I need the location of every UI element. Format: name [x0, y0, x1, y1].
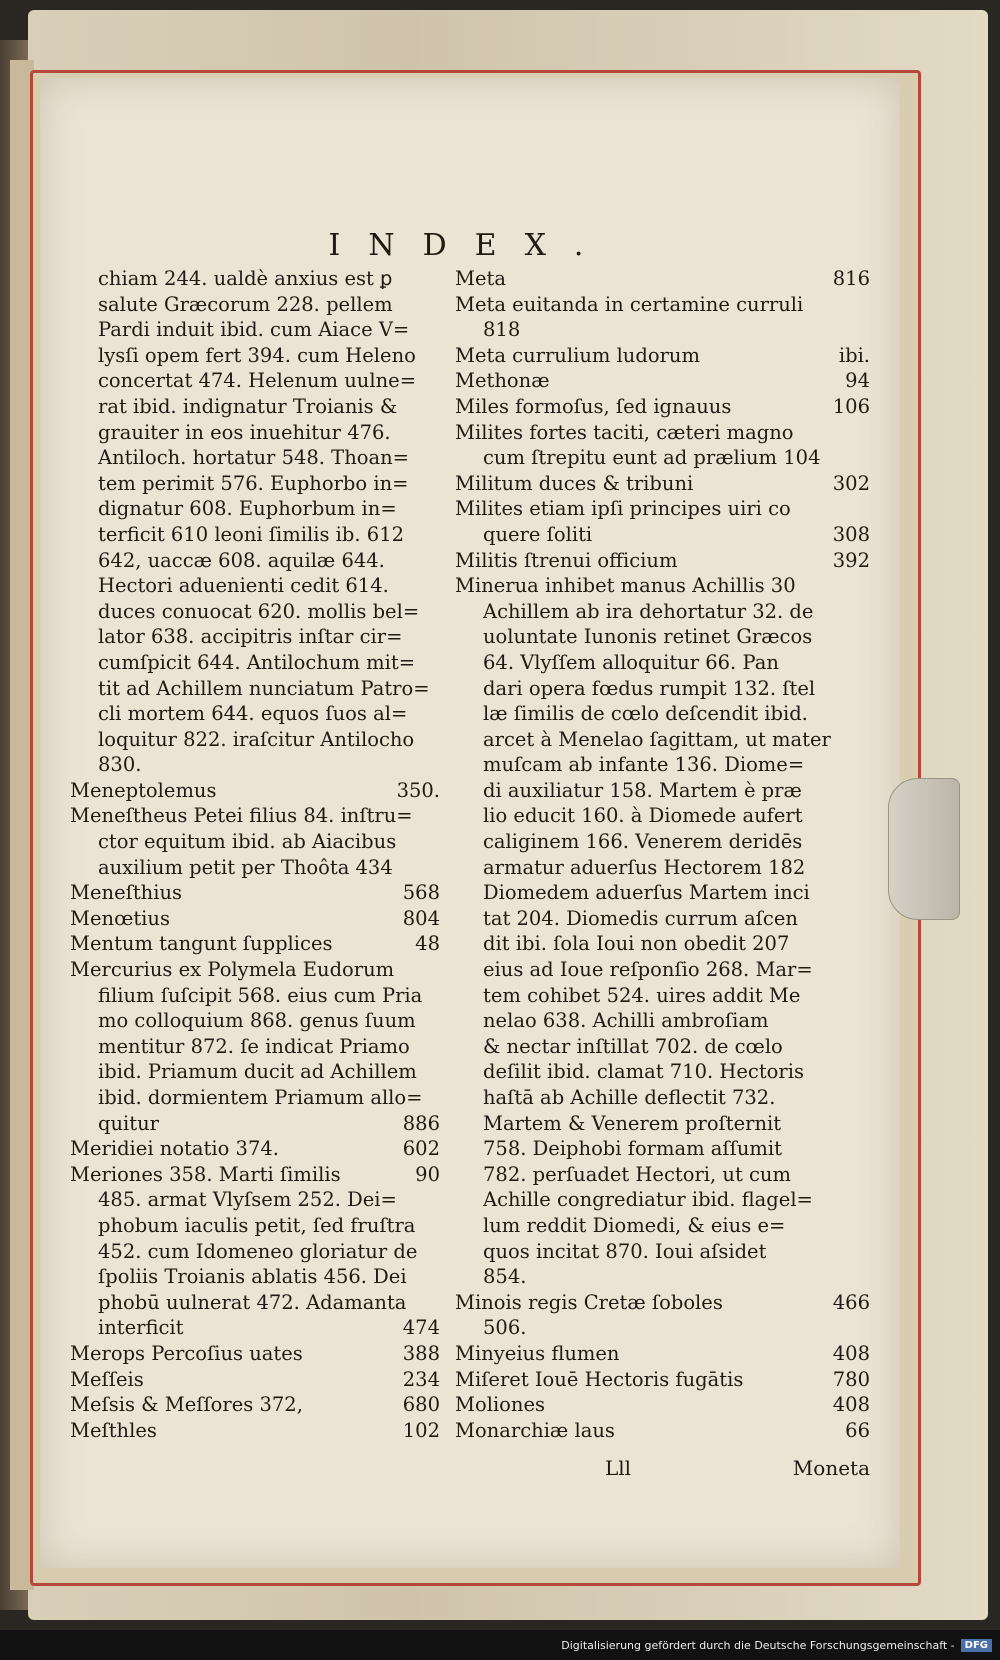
entry-text: armatur aduerſus Hectorem 182 [483, 855, 806, 879]
entry-page-number: 102 [402, 1418, 440, 1442]
index-entry [70, 1341, 440, 1367]
entry-page-number [862, 855, 870, 881]
entry-text: Hectori aduenienti cedit 614. [98, 574, 389, 598]
entry-text: tem cohibet 524. uires addit Me [483, 983, 801, 1007]
index-entry [455, 778, 870, 804]
entry-page-number [432, 420, 440, 446]
index-entry [70, 650, 440, 676]
entry-text: arcet à Menelao ſagittam, ut mater [483, 727, 831, 751]
index-entry [455, 266, 870, 292]
entry-page-number: 886 [402, 1111, 440, 1135]
entry-text: 485. armat Vlyſsem 252. Dei= [98, 1188, 397, 1212]
credit-bar [0, 1630, 1000, 1660]
index-entry [70, 599, 440, 625]
index-entry [455, 1136, 870, 1162]
entry-page-number: 388 [402, 1341, 440, 1365]
entry-text: Meta [455, 267, 506, 290]
entry-page-number [862, 1187, 870, 1213]
entry-text: Miſeret Iouē Hectoris fugātis [455, 1367, 744, 1391]
entry-text: Monarchiæ laus [455, 1418, 615, 1442]
index-entry [455, 1111, 870, 1137]
entry-page-number [862, 983, 870, 1009]
index-entry [70, 1264, 440, 1290]
entry-text: ſpoliis Troianis ablatis 456. Dei [98, 1265, 407, 1289]
index-entry [70, 445, 440, 471]
entry-page-number [862, 445, 870, 471]
entry-text: lysſi opem fert 394. cum Heleno [98, 343, 416, 367]
entry-page-number [862, 931, 870, 957]
index-entry [70, 1213, 440, 1239]
entry-text: 64. Vlyſſem alloquitur 66. Pan [483, 650, 779, 674]
entry-page-number [862, 1034, 870, 1060]
index-entry [70, 676, 440, 702]
index-entry [455, 624, 870, 650]
index-entry [70, 368, 440, 394]
entry-page-number: 408 [832, 1393, 870, 1417]
index-entry [455, 1341, 870, 1367]
entry-text: mentitur 872. ſe indicat Priamo [98, 1034, 410, 1058]
entry-text: duces conuocat 620. mollis bel= [98, 599, 420, 623]
entry-text: interficit [98, 1316, 184, 1340]
index-entry [455, 420, 870, 446]
index-entry [70, 394, 440, 420]
entry-page-number [862, 496, 870, 522]
index-entry [455, 829, 870, 855]
entry-page-number [432, 1008, 440, 1034]
index-entry [455, 1034, 870, 1060]
index-entry [70, 957, 440, 983]
entry-text: filium ſuſcipit 568. eius cum Pria [98, 983, 423, 1007]
entry-page-number [862, 292, 870, 318]
index-entry [70, 1418, 440, 1444]
entry-page-number [862, 1315, 870, 1341]
entry-page-number: 816 [832, 267, 870, 290]
entry-text: 758. Deiphobi formam aſſumit [483, 1137, 782, 1161]
entry-page-number: 680 [402, 1393, 440, 1417]
entry-page-number [862, 727, 870, 753]
index-entry [455, 522, 870, 548]
entry-page-number [862, 752, 870, 778]
entry-page-number [862, 650, 870, 676]
entry-text: Moliones [455, 1393, 546, 1417]
entry-text: Mercurius ex Polymela Eudorum [70, 958, 395, 982]
entry-text: dari opera fœdus rumpit 132. ſtel [483, 676, 816, 700]
index-entry [455, 650, 870, 676]
entry-page-number: 392 [832, 548, 870, 572]
index-entry [70, 803, 440, 829]
entry-text: lum reddit Diomedi, & eius e= [483, 1213, 786, 1237]
entry-page-number [862, 880, 870, 906]
index-entry [70, 727, 440, 753]
entry-page-number [432, 624, 440, 650]
entry-text: Merops Percoſius uates [70, 1341, 303, 1365]
entry-text: Meriones 358. Marti ſimilis [70, 1162, 341, 1186]
entry-page-number [862, 573, 870, 599]
index-entry [70, 983, 440, 1009]
entry-page-number [862, 1213, 870, 1239]
entry-text: tit ad Achillem nunciatum Patro= [98, 676, 430, 700]
entry-page-number [432, 471, 440, 497]
index-entry [455, 394, 870, 420]
index-entry [70, 1187, 440, 1213]
entry-page-number [862, 1059, 870, 1085]
index-entry [455, 701, 870, 727]
entry-text: Achille congrediatur ibid. flagel= [483, 1188, 813, 1212]
entry-page-number [862, 624, 870, 650]
entry-page-number [862, 1239, 870, 1265]
entry-text: concertat 474. Helenum uulne= [98, 369, 417, 393]
entry-text: Meneſtheus Petei filius 84. inſtru= [70, 804, 413, 828]
entry-page-number: 602 [402, 1137, 440, 1161]
entry-text: Mentum tangunt ſupplices [70, 932, 333, 956]
entry-page-number [432, 983, 440, 1009]
entry-page-number: 408 [832, 1341, 870, 1365]
index-entry [455, 803, 870, 829]
entry-page-number: 780 [832, 1367, 870, 1391]
entry-page-number [432, 317, 440, 343]
entry-text: Methonæ [455, 369, 550, 393]
index-entry [455, 471, 870, 497]
index-entry [455, 1418, 870, 1444]
entry-page-number [432, 394, 440, 420]
index-entry [70, 778, 440, 804]
entry-page-number [432, 1034, 440, 1060]
index-entry [455, 880, 870, 906]
entry-page-number [432, 1059, 440, 1085]
index-entry [455, 1239, 870, 1265]
index-entry [70, 573, 440, 599]
entry-text: mo colloquium 868. genus ſuum [98, 1009, 416, 1033]
entry-text: 818 [483, 318, 521, 342]
entry-page-number: 302 [832, 471, 870, 495]
index-entry [455, 1187, 870, 1213]
index-entry [455, 317, 870, 343]
entry-page-number [432, 650, 440, 676]
entry-text: haſtā ab Achille deflectit 732. [483, 1086, 776, 1109]
index-entry [70, 1008, 440, 1034]
entry-page-number [862, 1136, 870, 1162]
entry-page-number [862, 1085, 870, 1111]
entry-text: uoluntate Iunonis retinet Græcos [483, 625, 813, 649]
entry-page-number: 66 [845, 1418, 870, 1442]
entry-page-number [862, 906, 870, 932]
entry-page-number [432, 676, 440, 702]
entry-text: eius ad Ioue reſponſio 268. Mar= [483, 958, 813, 982]
entry-text: 642, uaccæ 608. aquilæ 644. [98, 548, 385, 572]
index-entry [70, 471, 440, 497]
entry-text: 854. [483, 1265, 527, 1289]
entry-page-number [432, 1187, 440, 1213]
index-entry [455, 752, 870, 778]
entry-page-number [862, 957, 870, 983]
index-entry [70, 1367, 440, 1393]
entry-page-number [432, 266, 440, 292]
entry-page-number [432, 573, 440, 599]
entry-text: lio educit 160. à Diomede aufert [483, 804, 803, 828]
book-page [40, 78, 900, 1568]
entry-page-number [432, 522, 440, 548]
index-entry [455, 343, 870, 369]
entry-text: nelao 638. Achilli ambroſiam [483, 1009, 769, 1033]
index-entry [70, 880, 440, 906]
index-entry [70, 931, 440, 957]
entry-text: cli mortem 644. equos ſuos al= [98, 702, 408, 726]
index-column-right [455, 266, 870, 1443]
index-entry [455, 676, 870, 702]
entry-page-number [432, 292, 440, 318]
index-entry [455, 1264, 870, 1290]
index-entry [455, 931, 870, 957]
index-entry [455, 548, 870, 574]
index-entry [455, 1392, 870, 1418]
entry-text: Milites fortes taciti, cæteri magno [455, 420, 794, 444]
entry-text: 452. cum Idomeneo gloriatur de [98, 1239, 418, 1263]
entry-page-number [432, 445, 440, 471]
entry-text: Minyeius flumen [455, 1341, 620, 1365]
entry-page-number: 90 [415, 1162, 440, 1186]
index-entry [70, 266, 440, 292]
entry-page-number [862, 1162, 870, 1188]
entry-text: Meta currulium ludorum [455, 343, 700, 367]
entry-text: Antiloch. hortatur 548. Thoan= [98, 446, 410, 470]
entry-text: loquitur 822. iraſcitur Antilocho [98, 727, 415, 751]
entry-text: deſilit ibid. clamat 710. Hectoris [483, 1060, 804, 1084]
index-entry [455, 1290, 870, 1316]
index-entry [455, 1213, 870, 1239]
index-entry [455, 983, 870, 1009]
entry-text: Menœtius [70, 906, 170, 930]
index-entry [455, 1162, 870, 1188]
entry-page-number [432, 855, 440, 881]
entry-page-number [432, 1085, 440, 1111]
index-entry [455, 1059, 870, 1085]
entry-text: Militis ſtrenui officium [455, 548, 678, 572]
index-entry [70, 1085, 440, 1111]
entry-page-number: ibi. [838, 343, 870, 367]
entry-text: Minois regis Cretæ ſoboles [455, 1290, 723, 1314]
entry-text: phobum iaculis petit, ſed fruſtra [98, 1213, 416, 1237]
index-entry [70, 292, 440, 318]
index-entry [455, 445, 870, 471]
entry-page-number [862, 420, 870, 446]
entry-page-number [432, 368, 440, 394]
entry-text: ibid. Priamum ducit ad Achillem [98, 1060, 417, 1084]
entry-page-number [432, 1264, 440, 1290]
index-entry [455, 1085, 870, 1111]
entry-page-number [432, 957, 440, 983]
entry-page-number: 234 [402, 1367, 440, 1391]
entry-page-number [432, 1290, 440, 1316]
index-entry [70, 317, 440, 343]
entry-page-number [432, 1239, 440, 1265]
entry-text: cum ſtrepitu eunt ad prælium 104 [483, 446, 821, 470]
entry-page-number [432, 548, 440, 574]
index-entry [70, 1111, 440, 1137]
entry-page-number: 474 [402, 1316, 440, 1340]
index-entry [70, 343, 440, 369]
entry-text: quitur [98, 1111, 159, 1135]
index-entry [70, 624, 440, 650]
entry-page-number [862, 1264, 870, 1290]
entry-text: muſcam ab infante 136. Diome= [483, 753, 805, 777]
entry-page-number [432, 1213, 440, 1239]
page-title: INDEX. [328, 228, 612, 263]
entry-text: Milites etiam ipſi principes uiri co [455, 497, 791, 521]
entry-page-number: 568 [402, 881, 440, 905]
entry-page-number [862, 599, 870, 625]
entry-page-number: 308 [832, 522, 870, 546]
index-entry [70, 1239, 440, 1265]
index-entry [70, 906, 440, 932]
entry-text: phobū uulnerat 472. Adamanta [98, 1290, 407, 1314]
index-entry [455, 368, 870, 394]
index-entry [455, 906, 870, 932]
entry-text: terficit 610 leoni ſimilis ib. 612 [98, 522, 405, 546]
entry-text: salute Græcorum 228. pellem [98, 292, 393, 316]
entry-text: rat ibid. indignatur Troianis & [98, 394, 398, 418]
index-entry [455, 957, 870, 983]
entry-text: Meſſeis [70, 1367, 144, 1391]
index-entry [70, 1059, 440, 1085]
index-entry [70, 1392, 440, 1418]
entry-text: lator 638. accipitris inſtar cir= [98, 625, 403, 649]
entry-text: Diomedem aduerſus Martem inci [483, 881, 810, 905]
entry-page-number [862, 676, 870, 702]
entry-text: ctor equitum ibid. ab Aiacibus [98, 830, 397, 854]
page-footer [495, 1456, 870, 1480]
entry-page-number: 48 [415, 932, 440, 956]
entry-text: Meneptolemus [70, 778, 217, 802]
index-entry [70, 1034, 440, 1060]
entry-text: chiam 244. ualdè anxius est ꝑ [98, 267, 393, 290]
dfg-logo: DFG [961, 1639, 992, 1652]
entry-text: dignatur 608. Euphorbum in= [98, 497, 397, 521]
index-entry [70, 420, 440, 446]
entry-page-number [862, 317, 870, 343]
entry-page-number: 804 [402, 906, 440, 930]
entry-text: Martem & Venerem proſternit [483, 1111, 782, 1135]
entry-text: auxilium petit per Thoôta 434 [98, 855, 393, 879]
index-entry [70, 522, 440, 548]
page-tab-marker [888, 778, 960, 920]
index-entry [70, 1162, 440, 1188]
index-entry [70, 1315, 440, 1341]
entry-text: tat 204. Diomedis currum aſcen [483, 906, 798, 930]
index-entry [70, 1290, 440, 1316]
index-entry [455, 496, 870, 522]
entry-page-number: 94 [845, 369, 870, 393]
entry-page-number: 350. [396, 778, 440, 802]
entry-text: dit ibi. ſola Ioui non obedit 207 [483, 932, 790, 956]
entry-text: Meſthles [70, 1418, 157, 1442]
entry-text: grauiter in eos inuehitur 476. [98, 420, 391, 444]
index-entry [455, 1315, 870, 1341]
entry-text: læ ſimilis de cœlo deſcendit ibid. [483, 702, 808, 726]
entry-text: ibid. dormientem Priamum allo= [98, 1086, 423, 1109]
index-entry [455, 1008, 870, 1034]
entry-page-number [432, 727, 440, 753]
entry-text: caliginem 166. Venerem deridēs [483, 830, 803, 854]
entry-text: Meridiei notatio 374. [70, 1137, 279, 1161]
entry-page-number [862, 778, 870, 804]
entry-page-number [432, 701, 440, 727]
entry-page-number: 466 [832, 1290, 870, 1314]
entry-text: Achillem ab ira dehortatur 32. de [483, 599, 814, 623]
index-entry [455, 573, 870, 599]
signature-mark: Lll [605, 1456, 632, 1480]
entry-text: Meſsis & Meſſores 372, [70, 1393, 303, 1417]
entry-page-number [862, 1111, 870, 1137]
entry-text: Meta euitanda in certamine curruli [455, 292, 804, 316]
entry-page-number [862, 829, 870, 855]
entry-text: 830. [98, 753, 142, 777]
entry-page-number: 106 [832, 394, 870, 418]
entry-text: 506. [483, 1316, 527, 1340]
index-column-left [70, 266, 440, 1443]
entry-page-number [432, 343, 440, 369]
entry-page-number [862, 701, 870, 727]
entry-text: di auxiliatur 158. Martem è præ [483, 778, 802, 802]
index-entry [70, 701, 440, 727]
credit-text: Digitalisierung gefördert durch die Deutsche Forschungsgemeinschaft - [561, 1638, 955, 1652]
index-entry [70, 548, 440, 574]
entry-text: tem perimit 576. Euphorbo in= [98, 471, 409, 495]
entry-page-number [432, 599, 440, 625]
entry-text: quos incitat 870. Ioui aſsidet [483, 1239, 767, 1263]
entry-page-number [432, 496, 440, 522]
index-entry [455, 1367, 870, 1393]
entry-page-number [432, 803, 440, 829]
index-entry [70, 1136, 440, 1162]
entry-text: 782. perſuadet Hectori, ut cum [483, 1162, 791, 1186]
index-entry [455, 727, 870, 753]
entry-text: cumſpicit 644. Antilochum mit= [98, 650, 416, 674]
entry-text: Militum duces & tribuni [455, 471, 694, 495]
entry-text: quere ſoliti [483, 522, 593, 546]
index-entry [455, 855, 870, 881]
entry-text: Minerua inhibet manus Achillis 30 [455, 574, 796, 598]
index-entry [70, 752, 440, 778]
catchword: Moneta [792, 1456, 870, 1480]
index-entry [455, 599, 870, 625]
entry-page-number [862, 1008, 870, 1034]
entry-text: Meneſthius [70, 881, 183, 905]
entry-page-number [432, 829, 440, 855]
entry-text: Miles formoſus, ſed ignauus [455, 394, 732, 418]
entry-page-number [432, 752, 440, 778]
entry-page-number [862, 803, 870, 829]
entry-text: & nectar inſtillat 702. de cœlo [483, 1034, 783, 1058]
index-entry [70, 496, 440, 522]
index-entry [70, 829, 440, 855]
index-entry [455, 292, 870, 318]
entry-text: Pardi induit ibid. cum Aiace V= [98, 318, 410, 342]
index-entry [70, 855, 440, 881]
